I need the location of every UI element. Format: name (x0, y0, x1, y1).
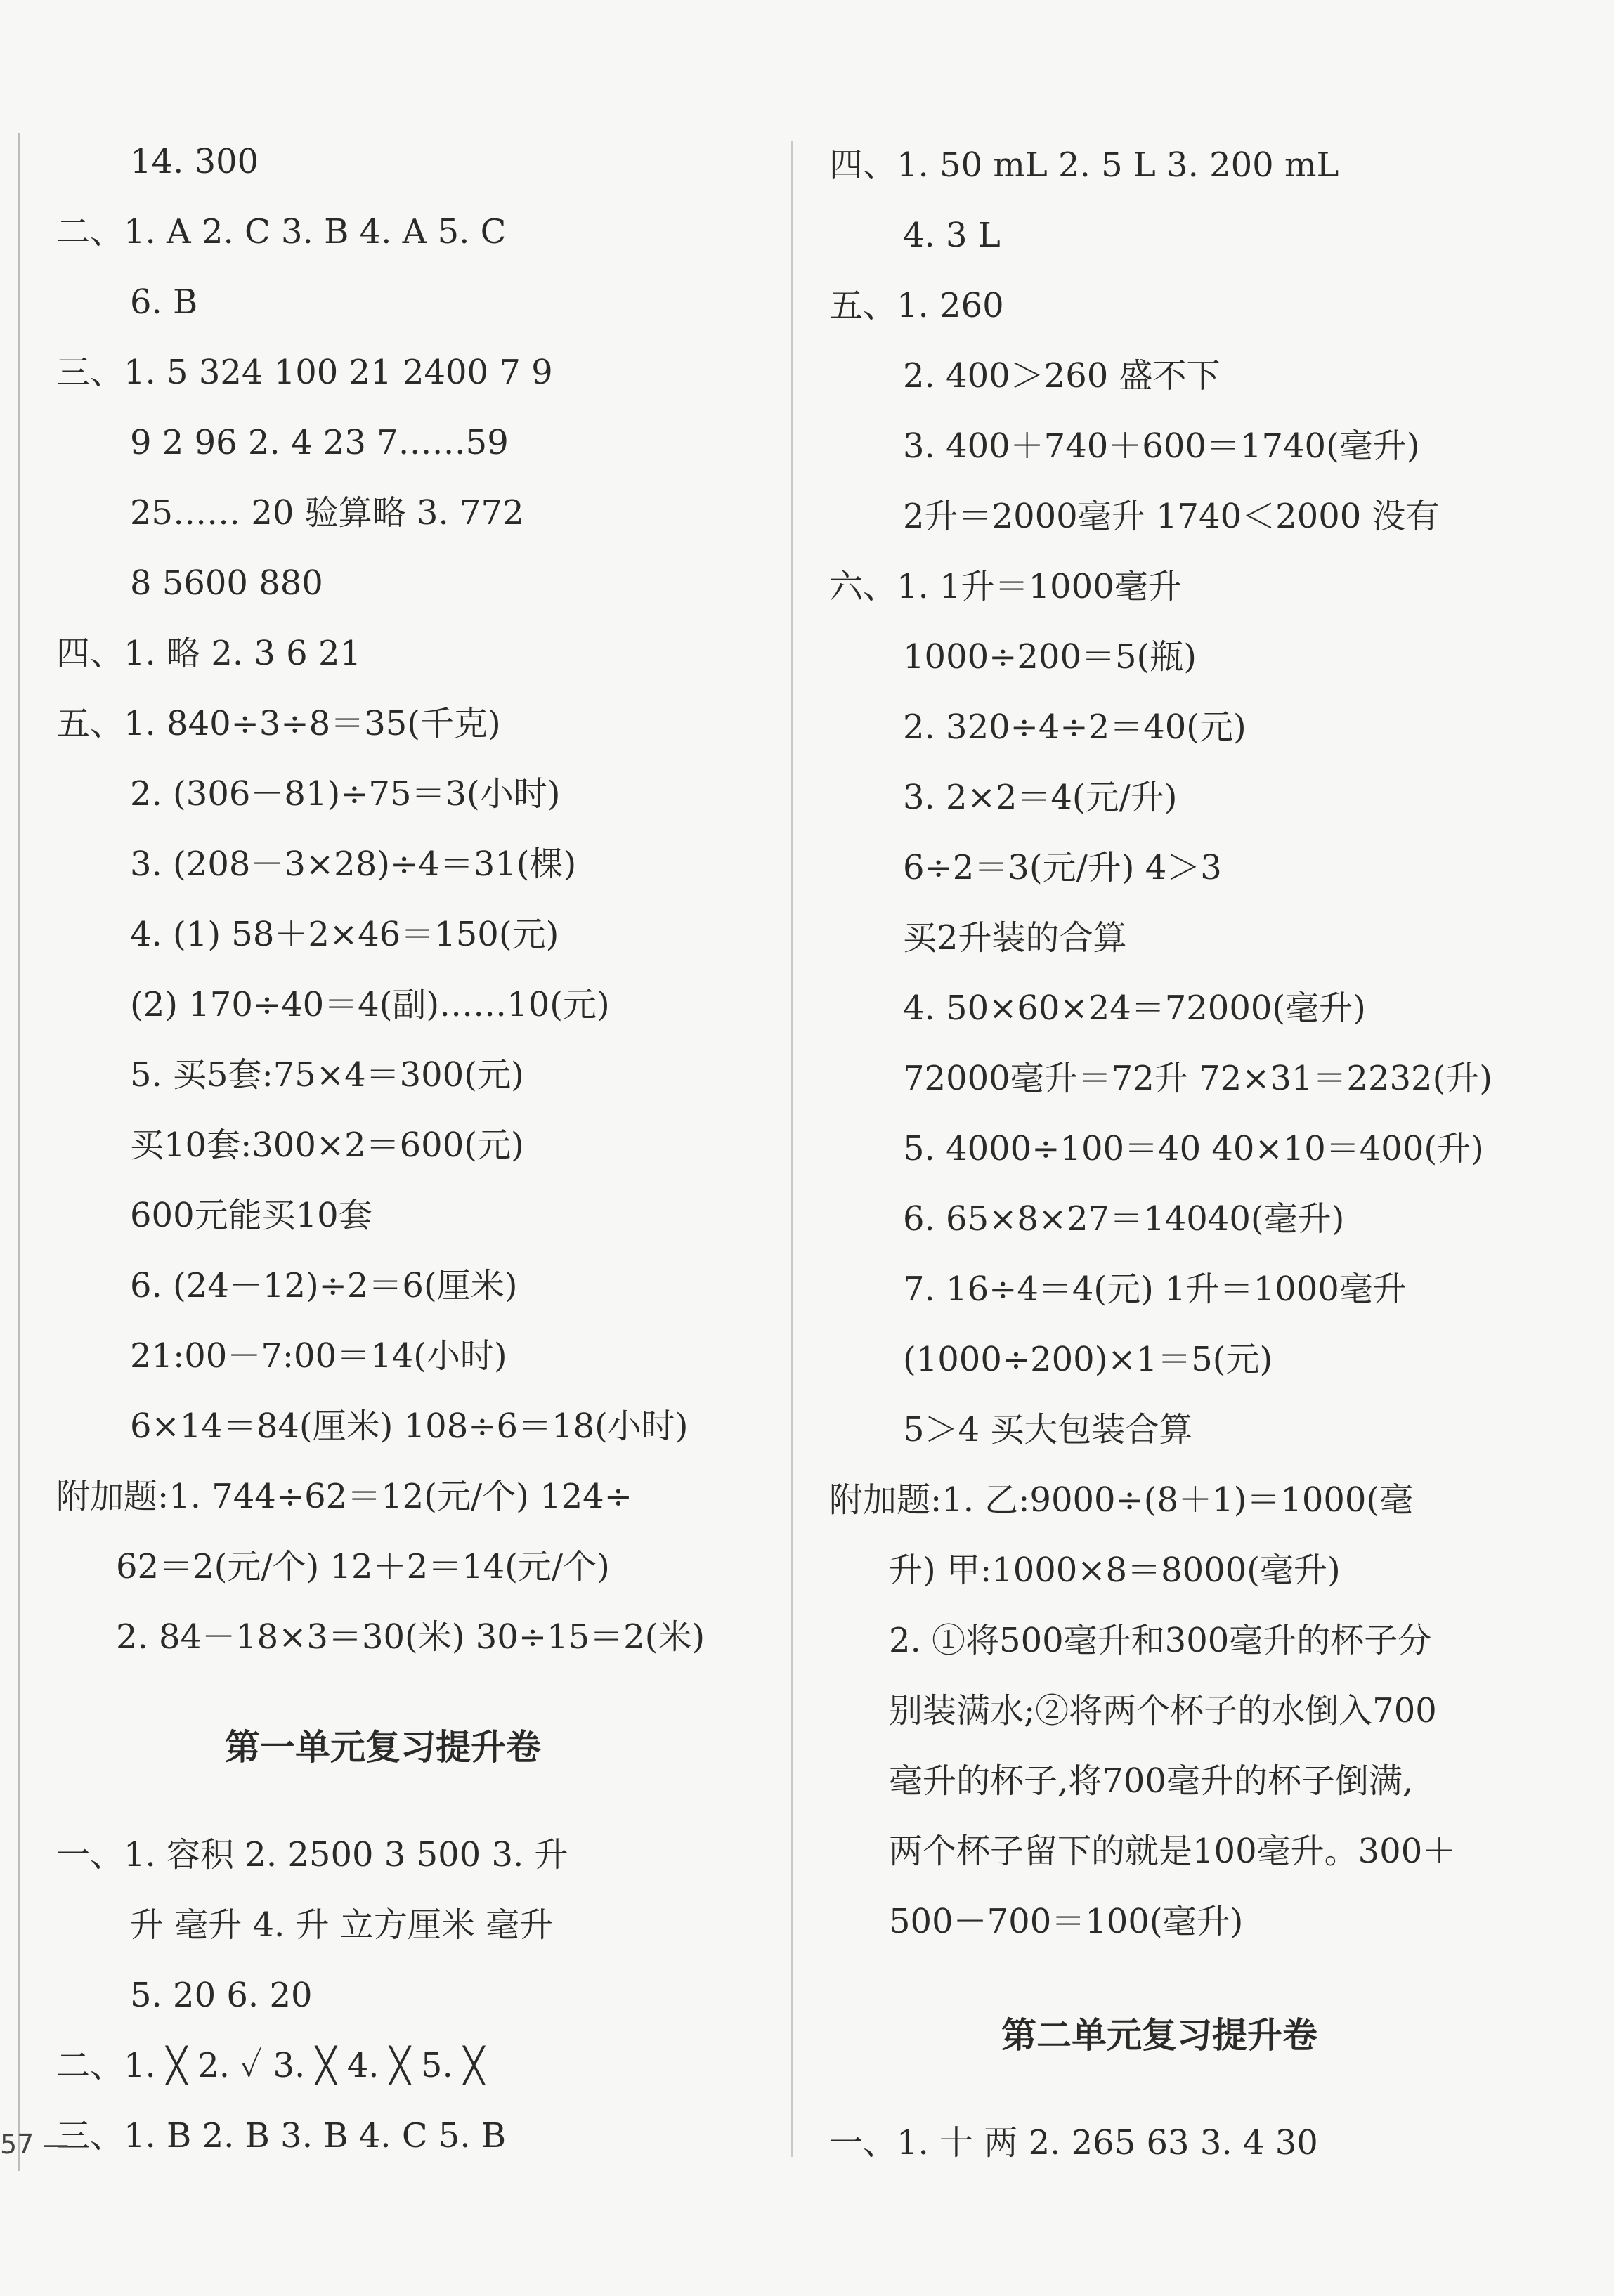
answer-line: 三、1. B 2. B 3. B 4. C 5. B (56, 2116, 507, 2155)
answer-line: 2. 320÷4÷2＝40(元) (903, 707, 1247, 747)
left-margin-rule (18, 133, 20, 2171)
answer-line: 6÷2＝3(元/升) 4＞3 (903, 848, 1222, 887)
answer-line: 500－700＝100(毫升) (889, 1902, 1244, 1941)
answer-line: 两个杯子留下的就是100毫升。300＋ (889, 1832, 1457, 1871)
answer-line: 一、1. 容积 2. 2500 3 500 3. 升 (56, 1835, 568, 1874)
answer-line: 买10套:300×2＝600(元) (130, 1126, 524, 1165)
answer-line: 附加题:1. 744÷62＝12(元/个) 124÷ (56, 1477, 632, 1516)
answer-line: 一、1. 十 两 2. 265 63 3. 4 30 (829, 2123, 1318, 2163)
answer-line: 6×14＝84(厘米) 108÷6＝18(小时) (130, 1407, 689, 1446)
answer-line: 附加题:1. 乙:9000÷(8＋1)＝1000(毫 (829, 1480, 1414, 1520)
answer-line: 4. 50×60×24＝72000(毫升) (903, 989, 1366, 1028)
section-title: 第二单元复习提升卷 (1001, 2015, 1317, 2056)
answer-line: 8 5600 880 (130, 563, 323, 603)
answer-line: 6. (24－12)÷2＝6(厘米) (130, 1266, 518, 1305)
answer-line: 3. 2×2＝4(元/升) (903, 778, 1178, 817)
column-divider (791, 141, 793, 2157)
answer-line: 四、1. 略 2. 3 6 21 (56, 634, 362, 673)
answer-line: 2. (306－81)÷75＝3(小时) (130, 774, 561, 814)
answer-line: 升) 甲:1000×8＝8000(毫升) (889, 1551, 1341, 1590)
answer-line: 二、1. A 2. C 3. B 4. A 5. C (56, 212, 507, 252)
answer-line: 五、1. 260 (829, 286, 1004, 325)
answer-line: 25…… 20 验算略 3. 772 (130, 493, 524, 533)
answer-line: 别装满水;②将两个杯子的水倒入700 (889, 1691, 1437, 1730)
answer-line: 2. 400＞260 盛不下 (903, 356, 1221, 396)
answer-line: 4. 3 L (903, 216, 1001, 255)
answer-line: 72000毫升＝72升 72×31＝2232(升) (903, 1059, 1493, 1098)
answer-line: 7. 16÷4＝4(元) 1升＝1000毫升 (903, 1270, 1407, 1309)
page-number: 57 — (0, 2129, 70, 2160)
answer-line: 四、1. 50 mL 2. 5 L 3. 200 mL (829, 145, 1339, 185)
answer-line: 5. 20 6. 20 (130, 1976, 313, 2015)
answer-line: 升 毫升 4. 升 立方厘米 毫升 (130, 1905, 554, 1945)
answer-line: 21:00－7:00＝14(小时) (130, 1336, 507, 1376)
answer-line: 2. 84－18×3＝30(米) 30÷15＝2(米) (116, 1617, 705, 1657)
answer-line: 2. ①将500毫升和300毫升的杯子分 (889, 1621, 1432, 1660)
answer-line: 二、1. ╳ 2. ✓ 3. ╳ 4. ╳ 5. ╳ (56, 2046, 484, 2085)
answer-line: 3. (208－3×28)÷4＝31(棵) (130, 844, 577, 884)
answer-line: 14. 300 (130, 142, 259, 181)
section-title: 第一单元复习提升卷 (225, 1727, 541, 1768)
answer-line: 六、1. 1升＝1000毫升 (829, 567, 1182, 606)
answer-line: 买2升装的合算 (903, 918, 1127, 958)
answer-line: 6. 65×8×27＝14040(毫升) (903, 1199, 1345, 1239)
answer-line: 5. 4000÷100＝40 40×10＝400(升) (903, 1129, 1484, 1168)
answer-line: 6. B (130, 282, 198, 322)
answer-line: 2升＝2000毫升 1740＜2000 没有 (903, 497, 1440, 536)
answer-line: 毫升的杯子,将700毫升的杯子倒满, (889, 1761, 1414, 1801)
answer-line: 9 2 96 2. 4 23 7……59 (130, 423, 509, 462)
answer-line: 4. (1) 58＋2×46＝150(元) (130, 915, 559, 954)
answer-line: 1000÷200＝5(瓶) (903, 637, 1197, 677)
answer-line: 3. 400＋740＋600＝1740(毫升) (903, 426, 1420, 466)
answer-line: (2) 170÷40＝4(副)……10(元) (130, 985, 610, 1024)
answer-line: (1000÷200)×1＝5(元) (903, 1340, 1273, 1379)
answer-line: 五、1. 840÷3÷8＝35(千克) (56, 704, 501, 743)
answer-line: 600元能买10套 (130, 1196, 372, 1235)
answer-line: 5. 买5套:75×4＝300(元) (130, 1055, 524, 1095)
answer-line: 三、1. 5 324 100 21 2400 7 9 (56, 353, 553, 392)
answer-line: 62＝2(元/个) 12＋2＝14(元/个) (116, 1547, 610, 1586)
answer-line: 5＞4 买大包装合算 (903, 1410, 1193, 1449)
